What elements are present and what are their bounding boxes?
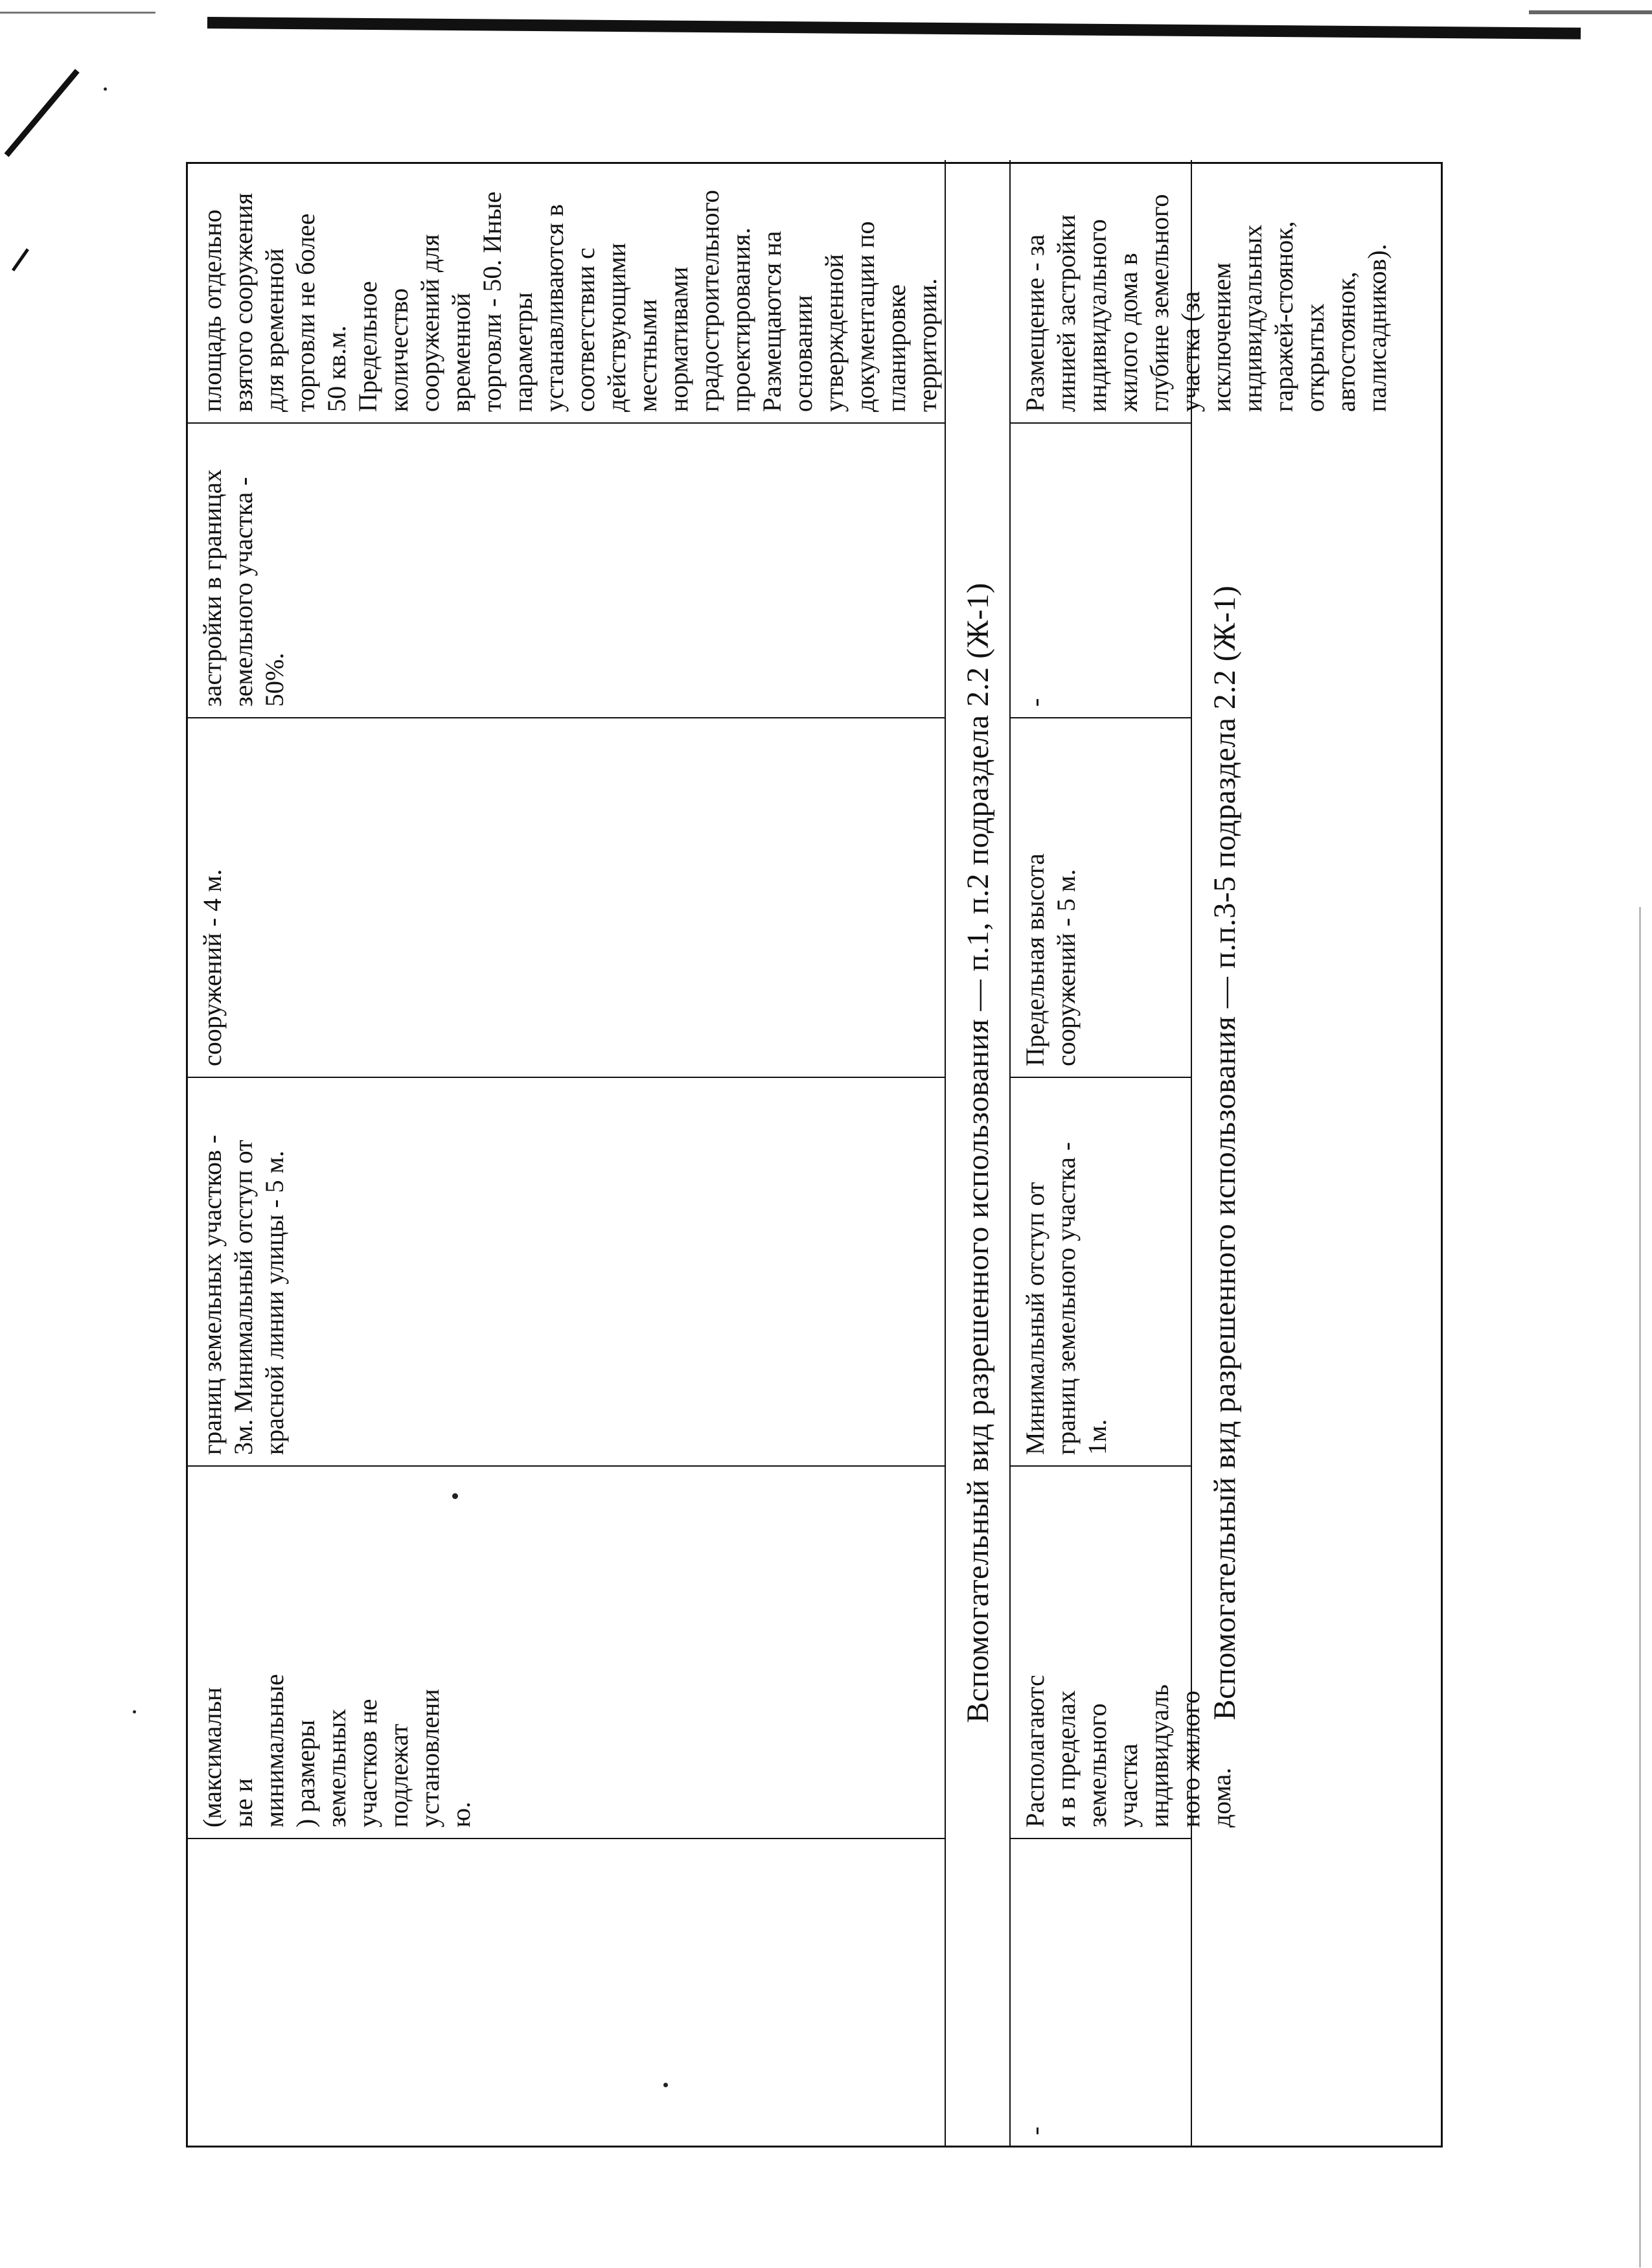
pen-stroke-mark-small (12, 248, 29, 271)
row1-cell-1 (188, 1838, 946, 2146)
scan-speck (104, 87, 107, 91)
row1-cell-2: (максимальн ые и минимальные ) размеры земельных участков не подлежат установлени ю. (188, 1465, 946, 1838)
row1-cell-5: застройки в границах земельного участка - 50%. (188, 422, 946, 717)
row2-cell-6: Размещение - за линией застройки индивидуального жилого дома в глубине земельного участка (за исключением индивидуальных гаражей-стоянок, открытых автостоянок, палисадников). (1011, 160, 1192, 422)
section-heading-2: Вспомогательный вид разрешенного использования — п.п.3-5 подраздела 2.2 (Ж-1) (1207, 585, 1242, 1721)
row2-cell-1: - (1011, 1838, 1192, 2146)
row2-cell-4: Предельная высота сооружений - 5 м. (1011, 717, 1192, 1077)
row1-cell-6: площадь отдельно взятого сооружения для временной торговли не более 50 кв.м. Предельное количество сооружений для временной торговли - 50. Иные параметры устанавливаются в соответствии с действующими местными нормативами градостроительного проектирования. Размещаются на основании утвержденной документации по планировке территории. (188, 160, 946, 422)
scan-top-edge-shadow-right (1529, 10, 1652, 14)
scan-artifact-line (0, 12, 155, 14)
rotated-document-page (186, 162, 1443, 2148)
section-heading-1: Вспомогательный вид разрешенного использования — п.1, п.2 подраздела 2.2 (Ж-1) (946, 160, 1011, 2146)
scan-right-edge-line (1639, 907, 1641, 2267)
regulations-table (186, 162, 1443, 2148)
row1-cell-4: сооружений - 4 м. (188, 717, 946, 1077)
scan-top-edge-shadow (207, 17, 1581, 40)
row2-cell-3: Минимальный отступ от границ земельного участка - 1м. (1011, 1077, 1192, 1465)
row2-cell-5: - (1011, 422, 1192, 717)
scan-speck (133, 1710, 136, 1713)
pen-stroke-mark (5, 69, 80, 157)
row1-cell-3: границ земельных участков - 3м. Минимальный отступ от красной линии улицы - 5 м. (188, 1077, 946, 1465)
row2-cell-2: Располагаютс я в пределах земельного участка индивидуаль ного жилого дома. (1011, 1465, 1192, 1838)
